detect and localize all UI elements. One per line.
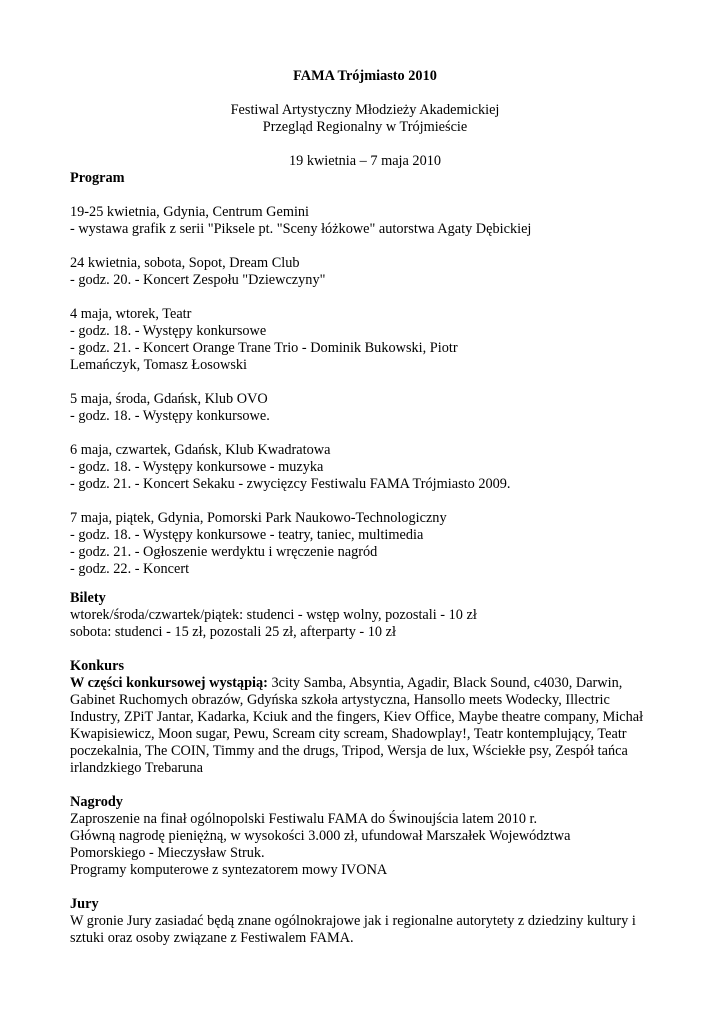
event-line: - godz. 18. - Występy konkursowe - teatry, taniec, multimedia [70, 527, 424, 543]
jury-heading: Jury [70, 896, 99, 912]
konkurs-participants-line: Kwapisiewicz, Moon sugar, Pewu, Scream city scream, Shadowplay!, Teatr kontemplujący, Teatr [70, 726, 627, 742]
event-line: - godz. 18. - Występy konkursowe [70, 323, 267, 339]
event-line: - godz. 21. - Koncert Sekaku - zwycięzcy Festiwalu FAMA Trójmiasto 2009. [70, 476, 511, 492]
event-line: - godz. 20. - Koncert Zespołu "Dziewczyny" [70, 272, 326, 288]
festival-dates: 19 kwietnia – 7 maja 2010 [288, 153, 442, 169]
bilety-line: wtorek/środa/czwartek/piątek: studenci - wstęp wolny, pozostali - 10 zł [70, 607, 477, 623]
bilety-line: sobota: studenci - 15 zł, pozostali 25 zł, afterparty - 10 zł [70, 624, 396, 640]
event-header: 7 maja, piątek, Gdynia, Pomorski Park Naukowo-Technologiczny [70, 510, 447, 526]
event-line: - godz. 18. - Występy konkursowe - muzyka [70, 459, 324, 475]
konkurs-heading: Konkurs [70, 658, 125, 674]
konkurs-participants-line: poczekalnia, The COIN, Timmy and the drugs, Tripod, Wersja de lux, Wściekłe psy, Zespół tańca [70, 743, 628, 759]
event-line: - wystawa grafik z serii "Piksele pt. "Sceny łóżkowe" autorstwa Agaty Dębickiej [70, 221, 532, 237]
event-line: - godz. 18. - Występy konkursowe. [70, 408, 270, 424]
konkurs-participants-line: irlandzkiego Trebaruna [70, 760, 204, 776]
event-line: - godz. 21. - Koncert Orange Trane Trio - Dominik Bukowski, Piotr [70, 340, 458, 356]
nagrody-line: Pomorskiego - Mieczysław Struk. [70, 845, 265, 861]
jury-line: sztuki oraz osoby związane z Festiwalem FAMA. [70, 930, 354, 946]
konkurs-lead: W części konkursowej wystąpią: [70, 675, 268, 691]
bilety-heading: Bilety [70, 590, 106, 606]
event-line: Lemańczyk, Tomasz Łosowski [70, 357, 248, 373]
program-event [70, 204, 660, 238]
event-header: 24 kwietnia, sobota, Sopot, Dream Club [70, 255, 300, 271]
program-event [70, 510, 660, 578]
event-header: 5 maja, środa, Gdańsk, Klub OVO [70, 391, 268, 407]
event-header: 6 maja, czwartek, Gdańsk, Klub Kwadratowa [70, 442, 331, 458]
document-content [70, 68, 660, 947]
program-heading: Program [70, 170, 125, 186]
program-event [70, 442, 660, 493]
nagrody-line: Programy komputerowe z syntezatorem mowy IVONA [70, 862, 388, 878]
konkurs-participants-text: 3city Samba, Absyntia, Agadir, Black Sound, c4030, Darwin, [267, 675, 623, 691]
event-header: 4 maja, wtorek, Teatr [70, 306, 192, 322]
jury-line: W gronie Jury zasiadać będą znane ogólnokrajowe jak i regionalne autorytety z dziedziny kultury i [70, 913, 636, 929]
subtitle-line-2: Przegląd Regionalny w Trójmieście [262, 119, 468, 135]
konkurs-participants-line [70, 675, 660, 692]
event-line: - godz. 22. - Koncert [70, 561, 190, 577]
nagrody-line: Główną nagrodę pieniężną, w wysokości 3.000 zł, ufundował Marszałek Województwa [70, 828, 571, 844]
nagrody-heading: Nagrody [70, 794, 123, 810]
konkurs-participants-line: Gabinet Ruchomych obrazów, Gdyńska szkoła artystyczna, Hansollo meets Wodecky, Illectric [70, 692, 610, 708]
program-event [70, 306, 660, 374]
document-title: FAMA Trójmiasto 2010 [293, 68, 437, 84]
program-event [70, 255, 660, 289]
nagrody-line: Zaproszenie na finał ogólnopolski Festiwalu FAMA do Świnoujścia latem 2010 r. [70, 811, 538, 827]
konkurs-participants-line: Industry, ZPiT Jantar, Kadarka, Kciuk and the fingers, Kiev Office, Maybe theatre company, Michał [70, 709, 644, 725]
event-header: 19-25 kwietnia, Gdynia, Centrum Gemini [70, 204, 310, 220]
program-event [70, 391, 660, 425]
subtitle-line-1: Festiwal Artystyczny Młodzieży Akademickiej [230, 102, 500, 118]
event-line: - godz. 21. - Ogłoszenie werdyktu i wręczenie nagród [70, 544, 378, 560]
